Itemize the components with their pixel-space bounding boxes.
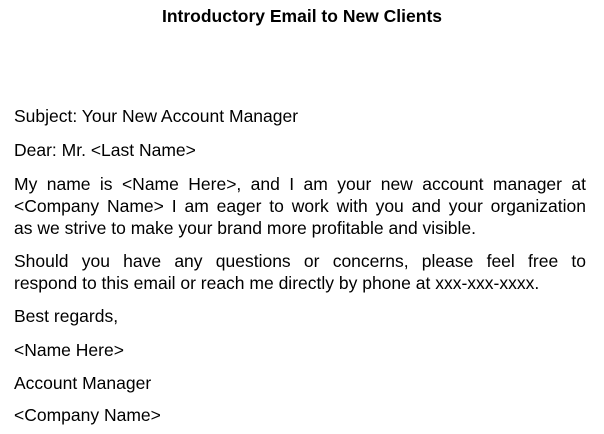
paragraph-contact-line-1: Should you have any questions or concerns, please feel free to bbox=[14, 251, 586, 271]
paragraph-introduction-line-2: <Company Name> I am eager to work with you and your organization bbox=[14, 196, 586, 216]
document-title: Introductory Email to New Clients bbox=[161, 6, 443, 26]
paragraph-contact bbox=[14, 250, 586, 294]
signature-name: <Name Here> bbox=[14, 340, 124, 360]
signature-company: <Company Name> bbox=[14, 405, 161, 425]
email-subject: Subject: Your New Account Manager bbox=[14, 106, 299, 126]
signature-role: Account Manager bbox=[14, 373, 152, 393]
paragraph-introduction bbox=[14, 173, 586, 239]
paragraph-introduction-line-1: My name is <Name Here>, and I am your new account manager at bbox=[14, 174, 586, 194]
paragraph-introduction-line-3: as we strive to make your brand more profitable and visible. bbox=[14, 218, 477, 238]
email-salutation: Dear: Mr. <Last Name> bbox=[14, 140, 196, 160]
email-closing: Best regards, bbox=[14, 306, 119, 326]
paragraph-contact-line-2: respond to this email or reach me directly by phone at xxx-xxx-xxxx. bbox=[14, 273, 540, 293]
